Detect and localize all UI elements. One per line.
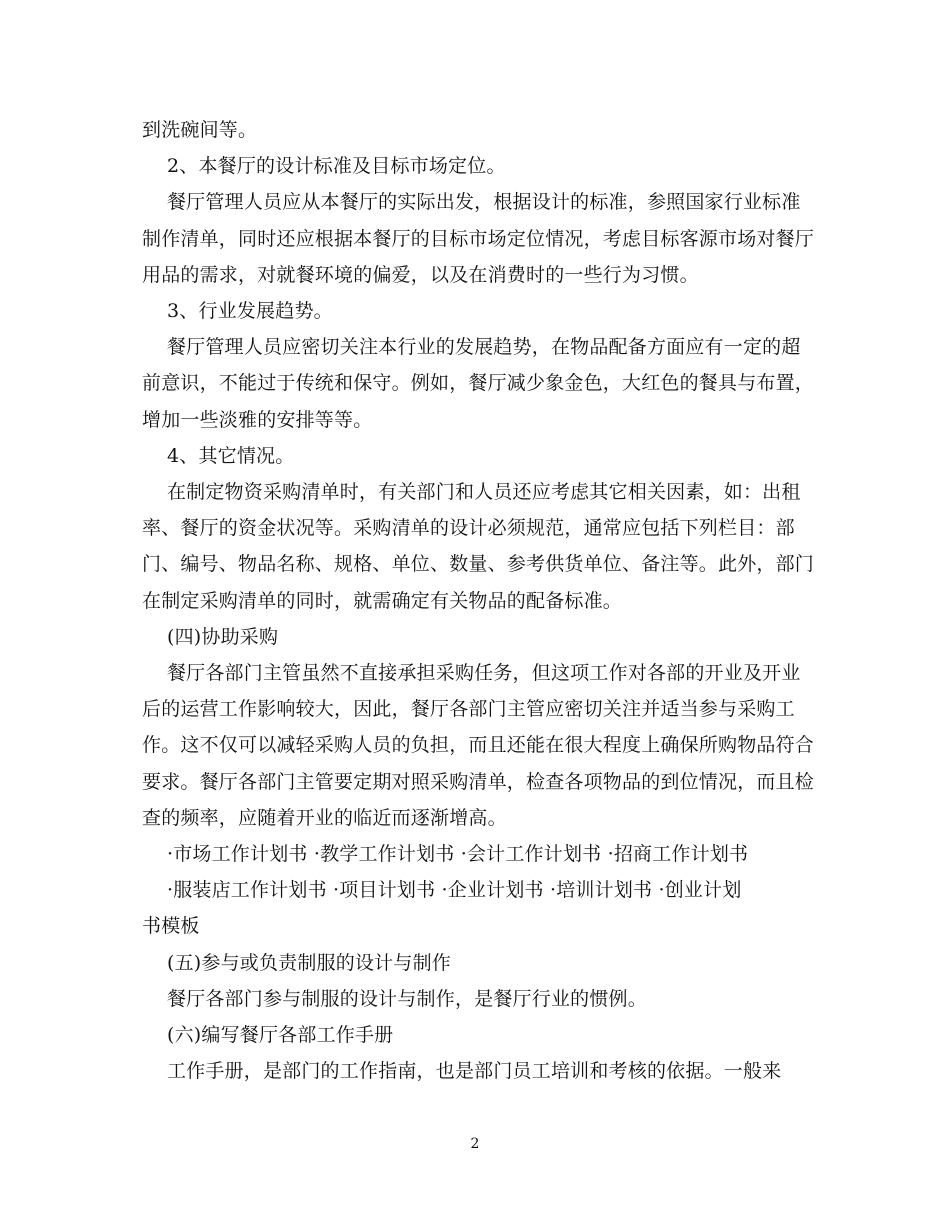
text-line: 前意识，不能过于传统和保守。例如，餐厅减少象金色，大红色的餐具与布置， [142, 372, 815, 395]
text-line: 查的频率，应随着开业的临近而逐渐增高。 [142, 806, 507, 829]
text-line: 制作清单，同时还应根据本餐厅的目标市场定位情况，考虑目标客源市场对餐厅 [142, 227, 815, 250]
related-links-line: ·服装店工作计划书 ·项目计划书 ·企业计划书 ·培训计划书 ·创业计划 [142, 879, 742, 902]
text-line: 工作手册，是部门的工作指南，也是部门员工培训和考核的依据。一般来 [142, 1060, 782, 1083]
text-line: 在制定物资采购清单时，有关部门和人员还应考虑其它相关因素，如：出租 [142, 481, 801, 504]
section-heading: (四)协助采购 [142, 625, 279, 648]
section-heading: (六)编写餐厅各部工作手册 [142, 1024, 394, 1047]
section-heading: 3、行业发展趋势。 [142, 300, 333, 323]
text-line: 后的运营工作影响较大，因此，餐厅各部门主管应密切关注并适当参与采购工 [142, 698, 795, 721]
text-line: 要求。餐厅各部门主管要定期对照采购清单，检查各项物品的到位情况，而且检 [142, 770, 815, 793]
text-line: 到洗碗间等。 [142, 119, 258, 141]
section-heading: 4、其它情况。 [142, 444, 295, 467]
document-body [142, 112, 815, 1089]
text-line: 餐厅管理人员应从本餐厅的实际出发，根据设计的标准，参照国家行业标准 [142, 191, 801, 214]
text-line: 在制定采购清单的同时，就需确定有关物品的配备标准。 [142, 589, 623, 612]
section-heading: (五)参与或负责制服的设计与制作 [142, 951, 451, 974]
text-line: 率、餐厅的资金状况等。采购清单的设计必须规范，通常应包括下列栏目：部 [142, 517, 795, 540]
page-number: 2 [470, 1136, 480, 1152]
related-links-line: ·市场工作计划书 ·教学工作计划书 ·会计工作计划书 ·招商工作计划书 [142, 843, 749, 866]
text-line: 用品的需求，对就餐环境的偏爱，以及在消费时的一些行为习惯。 [142, 263, 699, 286]
text-line: 书模板 [142, 915, 200, 938]
text-line: 门、编号、物品名称、规格、单位、数量、参考供货单位、备注等。此外，部门 [142, 553, 815, 576]
text-line: 作。这不仅可以减轻采购人员的负担，而且还能在很大程度上确保所购物品符合 [142, 734, 815, 757]
text-line: 增加一些淡雅的安排等等。 [142, 408, 373, 431]
section-heading: 2、本餐厅的设计标准及目标市场定位。 [142, 155, 506, 178]
text-line: 餐厅各部门主管虽然不直接承担采购任务，但这项工作对各部的开业及开业 [142, 662, 801, 685]
text-line: 餐厅管理人员应密切关注本行业的发展趋势，在物品配备方面应有一定的超 [142, 336, 801, 359]
text-line: 餐厅各部门参与制服的设计与制作，是餐厅行业的惯例。 [142, 987, 647, 1010]
